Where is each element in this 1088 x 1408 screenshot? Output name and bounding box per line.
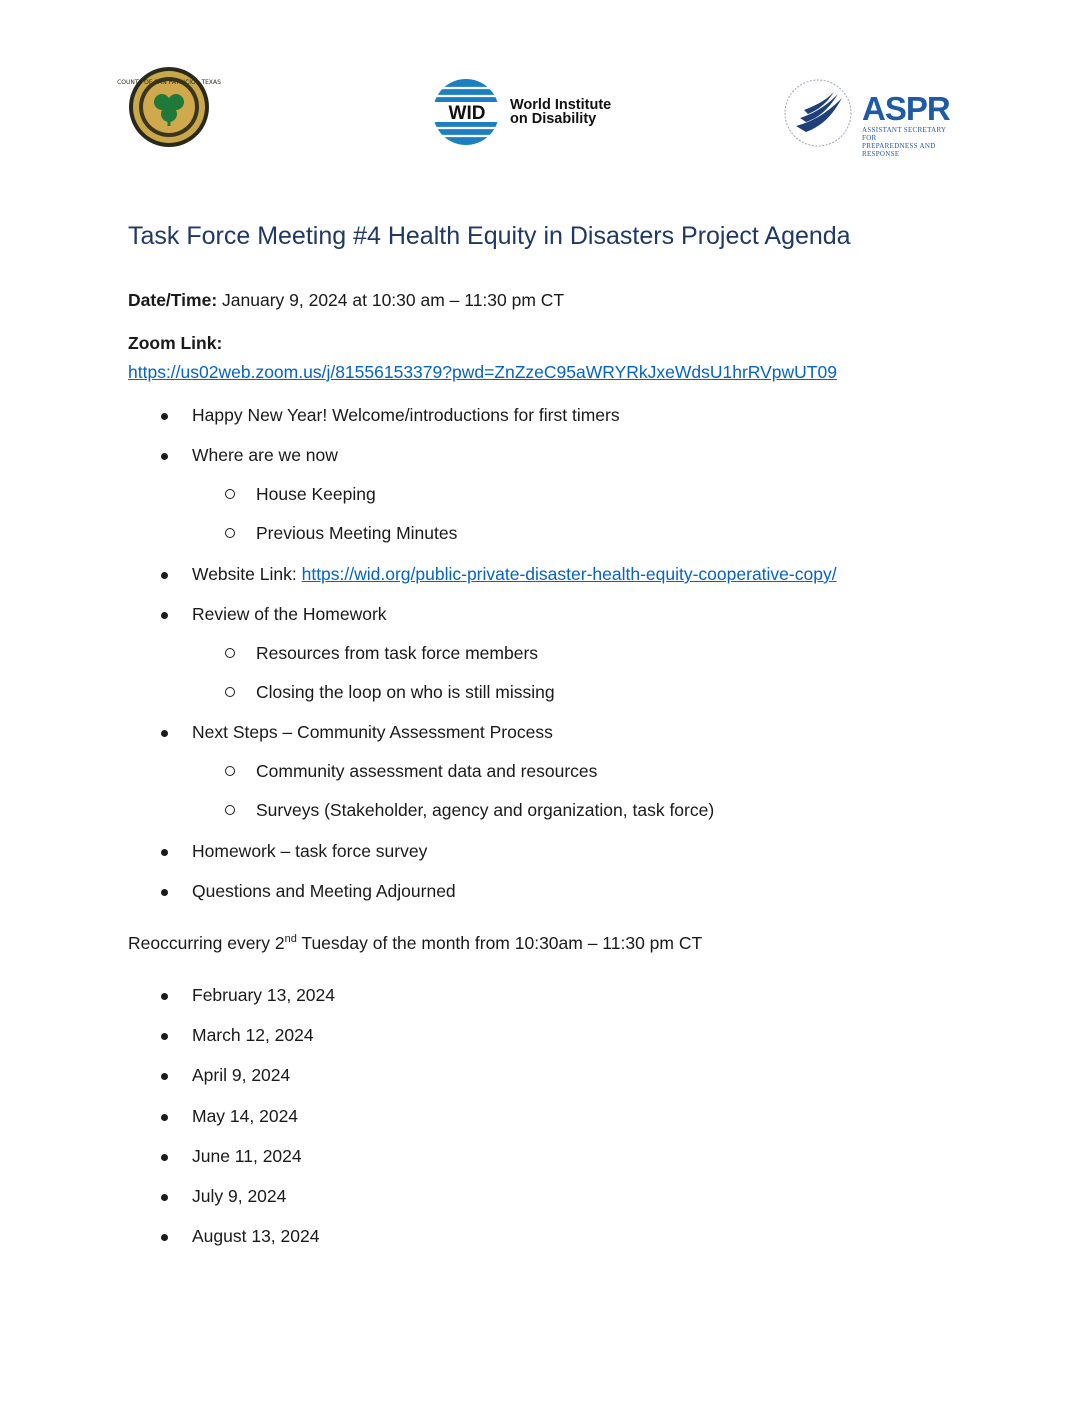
bullet-icon	[161, 993, 168, 1000]
website-link[interactable]: https://wid.org/public-private-disaster-health-equity-cooperative-copy/	[301, 564, 837, 584]
bullet-icon	[161, 572, 168, 579]
bullet-icon	[161, 889, 168, 896]
wid-name: World Institute on Disability	[510, 97, 612, 127]
datetime-line	[128, 290, 564, 311]
page-title: Task Force Meeting #4 Health Equity in Disasters Project Agenda	[128, 222, 851, 250]
bullet-icon	[161, 413, 168, 420]
aspr-wordmark: ASPR	[862, 90, 950, 127]
recurring-note: Reoccurring every 2nd Tuesday of the month from 10:30am – 11:30 pm CT	[128, 933, 703, 953]
bullet-icon	[161, 612, 168, 619]
datetime-label: Date/Time:	[128, 290, 218, 310]
bullet-icon	[161, 1234, 168, 1241]
circle-bullet-icon	[225, 805, 235, 815]
bullet-icon	[161, 1033, 168, 1040]
aspr-logo	[782, 76, 954, 158]
bullet-icon	[161, 1154, 168, 1161]
circle-bullet-icon	[225, 489, 235, 499]
circle-bullet-icon	[225, 687, 235, 697]
bullet-icon	[161, 1114, 168, 1121]
circle-bullet-icon	[225, 528, 235, 538]
zoom-label: Zoom Link:	[128, 333, 223, 353]
county-seal-logo	[117, 66, 221, 148]
document-page: COUNTY OF SAN PATRICIO · TEXAS WID World Institute on Disability ASPR ASSISTANT SECRETARY FOR PREPAREDNESS AND RESPONSE Task Force Meeting #4 Health Equity in Disasters Project Agenda Date/Time: January 9, 2024 at 10:30 am – 11:30 pm CT Zoom Link: https://us02web.zoom.us/j/81556153379?pwd=ZnZzeC95aWRYRkJxeWdsU1hrRVpwUT09 Happy New Year! Welcome/introductions for first timers Where are we now House Keeping Previous Meeting Minutes Website Link: https://wid.org/public-private-disaster-health-equity-cooperative-copy/ Review of the Homework Resources from task force members Closing the loop on who is still missing Next Steps – Community Assessment Process Community assessment data and resources Surveys (Stakeholder, agency and organization, task force) Homework – task force survey Questions and Meeting Adjourned Reoccurring every 2nd Tuesday of the month from 10:30am – 11:30 pm CT February 13, 2024 March 12, 2024 April 9, 2024 May 14, 2024 June 11, 2024 July 9, 2024 August 13, 2024	[0, 0, 1088, 1408]
bullet-icon	[161, 453, 168, 460]
wid-logo	[432, 76, 632, 148]
wid-abbr: WID	[448, 103, 486, 124]
county-seal-text: COUNTY OF SAN PATRICIO · TEXAS	[117, 79, 221, 86]
bullet-icon	[161, 1194, 168, 1201]
bullet-icon	[161, 1073, 168, 1080]
zoom-link[interactable]: https://us02web.zoom.us/j/81556153379?pwd=ZnZzeC95aWRYRkJxeWdsU1hrRVpwUT09	[128, 362, 837, 382]
bullet-icon	[161, 730, 168, 737]
circle-bullet-icon	[225, 766, 235, 776]
circle-bullet-icon	[225, 648, 235, 658]
bullet-icon	[161, 849, 168, 856]
zoom-label-line	[128, 333, 222, 354]
aspr-subtitle: ASSISTANT SECRETARY FOR PREPAREDNESS AND RESPONSE	[862, 126, 947, 158]
zoom-link-line	[128, 362, 837, 383]
datetime-value: January 9, 2024 at 10:30 am – 11:30 pm CT	[217, 290, 565, 310]
